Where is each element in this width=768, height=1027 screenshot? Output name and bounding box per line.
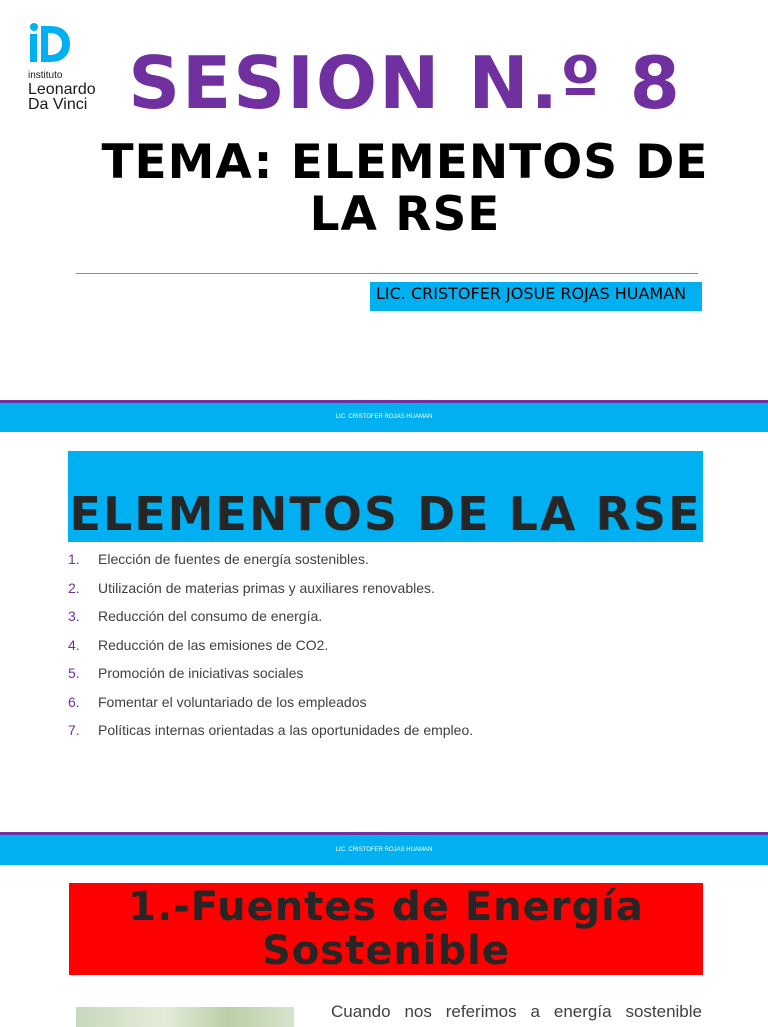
list-item bbox=[68, 665, 708, 694]
logo-text-da-vinci: Da Vinci bbox=[28, 96, 88, 113]
energy-body-text: Cuando nos referimos a energía sostenible bbox=[331, 1002, 702, 1021]
list-item bbox=[68, 551, 708, 580]
list-item-number: 5. bbox=[68, 665, 80, 681]
author-name: LIC. CRISTOFER JOSUE ROJAS HUAMAN bbox=[376, 284, 687, 303]
list-item-text: Elección de fuentes de energía sostenibles. bbox=[98, 551, 369, 567]
elements-title: ELEMENTOS DE LA RSE bbox=[69, 487, 702, 541]
list-item-text: Reducción de las emisiones de CO2. bbox=[98, 636, 329, 653]
list-item bbox=[68, 694, 708, 723]
list-item-number: 3. bbox=[68, 608, 80, 624]
title-divider bbox=[76, 273, 698, 274]
list-item bbox=[68, 722, 708, 751]
list-item-text: Fomentar el voluntariado de los empleados bbox=[98, 693, 367, 710]
list-item-number: 1. bbox=[68, 551, 80, 567]
nature-photo bbox=[76, 1007, 294, 1027]
energy-title: 1.-Fuentes de Energía Sostenible bbox=[128, 884, 644, 974]
list-item-number: 7. bbox=[68, 722, 80, 738]
topic-subtitle: TEMA: ELEMENTOS DE LA RSE bbox=[101, 135, 709, 242]
logo-mark-icon bbox=[28, 22, 72, 66]
institute-logo bbox=[28, 22, 108, 112]
slide-footer-label: LIC. CRISTOFER ROJAS HUAMAN bbox=[335, 414, 433, 420]
list-item bbox=[68, 608, 708, 637]
list-item bbox=[68, 637, 708, 666]
list-item-text: Reducción del consumo de energía. bbox=[98, 608, 323, 624]
elements-list bbox=[68, 551, 708, 751]
logo-text-instituto: instituto bbox=[28, 70, 63, 81]
session-title: SESION N.º 8 bbox=[128, 41, 682, 125]
list-item bbox=[68, 580, 708, 609]
list-item-number: 4. bbox=[68, 636, 80, 653]
list-item-text: Utilización de materias primas y auxiliares renovables. bbox=[98, 579, 435, 596]
list-item-number: 2. bbox=[68, 579, 80, 596]
slide-footer-label: LIC. CRISTOFER ROJAS HUAMAN bbox=[335, 847, 433, 853]
logo-text-leonardo: Leonardo bbox=[28, 81, 96, 98]
list-item-text: Políticas internas orientadas a las oportunidades de empleo. bbox=[98, 722, 474, 738]
list-item-text: Promoción de iniciativas sociales bbox=[98, 665, 304, 681]
list-item-number: 6. bbox=[68, 693, 80, 710]
